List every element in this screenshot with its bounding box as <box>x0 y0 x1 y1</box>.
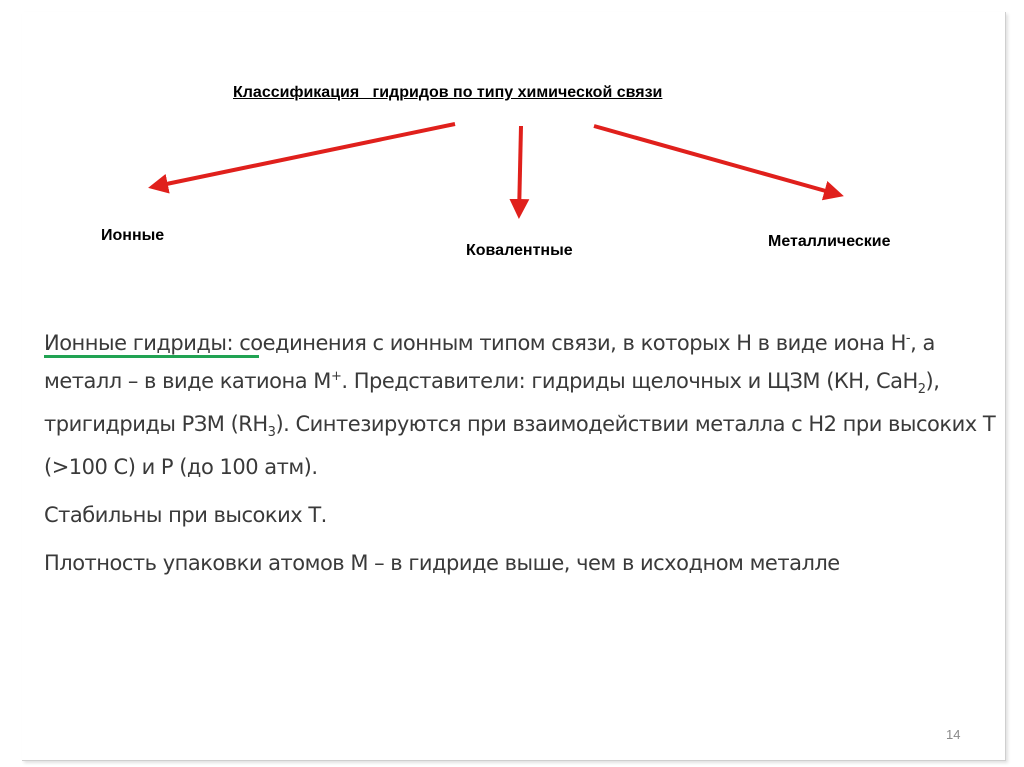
paragraph-packing-density: Плотность упаковки атомов М – в гидриде выше, чем в исходном металле <box>44 551 840 576</box>
paragraph-stability: Стабильны при высоких Т. <box>44 503 327 528</box>
arrow-to-covalent <box>519 126 521 215</box>
term-ionic-hydrides: Ионные гидриды <box>44 331 227 355</box>
paragraph-ionic-hydrides: Ионные гидриды: соединения с ионным типом связи, в которых Н в виде иона Н-, а металл – в виде катиона М+. Представители: гидриды щелочных и ЩЗМ (КН, СаН$_2$), тригидриды РЗМ $(RH_3)$. Синтезируются при взаимодействии металла с Н2 при высоких Т (>100 С) и Р (до 100 атм). <box>44 331 996 480</box>
category-ionic: Ионные <box>101 227 165 244</box>
arrow-to-metallic <box>594 126 840 195</box>
slide-title: Классификация гидридов по типу химической связи <box>233 84 663 101</box>
category-covalent: Ковалентные <box>466 242 573 259</box>
page-number: 14 <box>946 727 961 742</box>
arrow-to-ionic <box>152 124 455 187</box>
body-text <box>44 322 1004 594</box>
category-metallic: Металлические <box>768 233 891 250</box>
term-underline <box>44 355 259 358</box>
